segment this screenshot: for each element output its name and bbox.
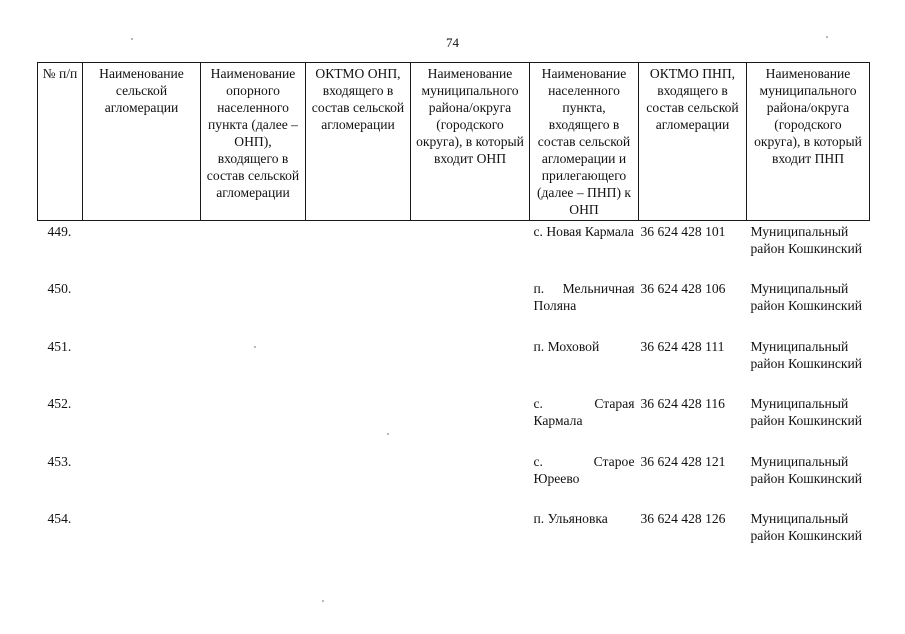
- pnp-oktmo-cell: 36 624 428 126: [640, 511, 726, 526]
- agglomeration-cell: [83, 508, 201, 566]
- agglomeration-cell: [83, 278, 201, 336]
- table-row: [38, 336, 870, 394]
- table-header-row: [38, 63, 870, 221]
- onp-name-cell: [201, 278, 306, 336]
- pnp-name-cell: п. Мельничная Поляна: [533, 281, 635, 314]
- onp-district-cell: [411, 221, 530, 279]
- header-pnp-name: Наименование населенного пункта, входящего в состав сельской агломерации и прилегающего (далее – ПНП) к ОНП: [530, 63, 639, 221]
- pnp-district-cell: Муниципальный район Кошкинский: [750, 338, 863, 371]
- agglomeration-cell: [83, 221, 201, 279]
- onp-district-cell: [411, 508, 530, 566]
- table-row: [38, 278, 870, 336]
- pnp-district-cell: Муниципальный район Кошкинский: [750, 281, 863, 314]
- pnp-district-cell: Муниципальный район Кошкинский: [750, 453, 863, 486]
- table-row: [38, 508, 870, 566]
- onp-oktmo-cell: [306, 451, 411, 509]
- row-number: 454.: [47, 511, 72, 526]
- header-onp-name: Наименование опорного населенного пункта (далее – ОНП), входящего в состав сельской агломерации: [201, 63, 306, 221]
- agglomeration-cell: [83, 393, 201, 451]
- row-number: 453.: [47, 453, 72, 469]
- pnp-oktmo-cell: 36 624 428 111: [640, 338, 725, 354]
- pnp-oktmo-cell: 36 624 428 121: [640, 453, 726, 469]
- pnp-oktmo-cell: 36 624 428 101: [640, 224, 726, 239]
- pnp-oktmo-cell: 36 624 428 106: [640, 281, 726, 296]
- table-row: [38, 451, 870, 509]
- row-number: 451.: [47, 338, 72, 354]
- onp-district-cell: [411, 278, 530, 336]
- onp-oktmo-cell: [306, 336, 411, 394]
- pnp-district-cell: Муниципальный район Кошкинский: [750, 396, 863, 429]
- pnp-oktmo-cell: 36 624 428 116: [640, 396, 725, 411]
- scan-speck: [322, 600, 324, 602]
- onp-oktmo-cell: [306, 393, 411, 451]
- row-number: 452.: [47, 396, 72, 411]
- onp-oktmo-cell: [306, 221, 411, 279]
- onp-name-cell: [201, 393, 306, 451]
- onp-district-cell: [411, 451, 530, 509]
- table-row: [38, 393, 870, 451]
- row-number: 450.: [47, 281, 72, 296]
- agglomeration-cell: [83, 336, 201, 394]
- scan-speck: [826, 36, 828, 38]
- onp-name-cell: [201, 451, 306, 509]
- header-agglomeration: Наименование сельской агломерации: [83, 63, 201, 221]
- scan-speck: [387, 433, 389, 435]
- onp-name-cell: [201, 336, 306, 394]
- header-onp-district: Наименование муниципального района/округа (городского округа), в который входит ОНП: [411, 63, 530, 221]
- page-number: 74: [446, 35, 459, 50]
- header-onp-oktmo: ОКТМО ОНП, входящего в состав сельской агломерации: [306, 63, 411, 221]
- agglomeration-cell: [83, 451, 201, 509]
- agglomeration-table: [37, 62, 870, 566]
- pnp-name-cell: с. Старое Юреево: [533, 453, 635, 486]
- scan-speck: [254, 346, 256, 348]
- header-pnp-oktmo: ОКТМО ПНП, входящего в состав сельской агломерации: [639, 63, 747, 221]
- pnp-name-cell: п. Моховой: [533, 338, 600, 354]
- onp-oktmo-cell: [306, 508, 411, 566]
- onp-oktmo-cell: [306, 278, 411, 336]
- pnp-district-cell: Муниципальный район Кошкинский: [750, 511, 863, 544]
- pnp-district-cell: Муниципальный район Кошкинский: [750, 224, 863, 257]
- pnp-name-cell: с. Новая Кармала: [533, 224, 634, 239]
- header-number: № п/п: [38, 63, 83, 221]
- header-pnp-district: Наименование муниципального района/округа (городского округа), в который входит ПНП: [747, 63, 870, 221]
- onp-name-cell: [201, 508, 306, 566]
- pnp-name-cell: с. Старая Кармала: [533, 396, 635, 429]
- onp-district-cell: [411, 336, 530, 394]
- row-number: 449.: [47, 224, 72, 239]
- pnp-name-cell: п. Ульяновка: [533, 511, 608, 526]
- table-row: [38, 221, 870, 279]
- scan-speck: [131, 38, 133, 40]
- onp-district-cell: [411, 393, 530, 451]
- onp-name-cell: [201, 221, 306, 279]
